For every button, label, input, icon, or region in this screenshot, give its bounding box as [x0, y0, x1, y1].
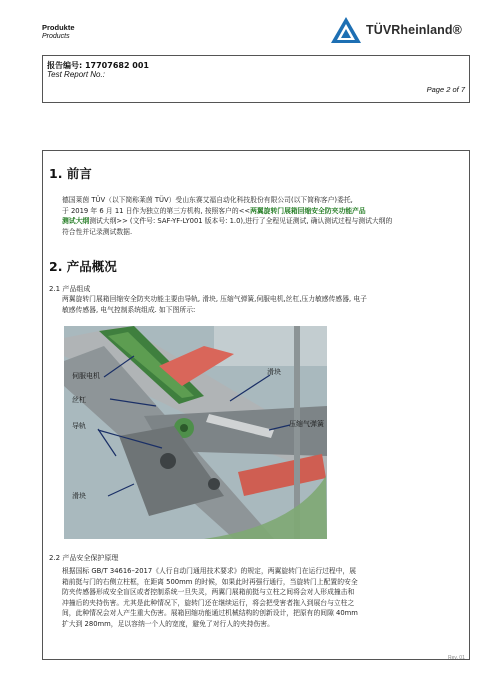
test-outline-title-a: 两翼旋转门展箱回缩安全防夹功能产品	[250, 206, 366, 215]
label-slider-top: 滑块	[267, 368, 281, 376]
section-2-2-body	[62, 566, 467, 630]
report-number-label-en: Test Report No.:	[47, 70, 105, 79]
section-2-2-title: 2.2 产品安全保护原理	[49, 554, 119, 562]
product-structure-photo	[64, 326, 327, 539]
s22-line-3: 防夹传感器形成安全盲区或者控制系统一旦失灵，两翼门展箱前挺与立柱之间将会对人形成撞击和	[62, 588, 355, 597]
produkte-label: Produkte	[42, 23, 75, 32]
label-servo-motor: 伺服电机	[72, 372, 100, 380]
s21-line-1: 两翼旋转门展箱回缩安全防夹功能主要由导轨, 滑块, 压缩气弹簧,伺服电机,丝杠,压力敏感传感器, 电子	[62, 295, 367, 303]
s1-line-1: 德国莱茵 TÜV（以下简称莱茵 TÜV）受山东赛艾福自动化科技股份有限公司(以下简称客户)委托,	[62, 196, 353, 204]
tuv-logo	[330, 16, 470, 46]
report-info-box	[42, 55, 470, 103]
s1-line-2: 于 2019 年 6 月 11 日作为独立的第三方机构, 按照客户的<<两翼旋转门展箱回缩安全防夹功能产品	[62, 206, 366, 215]
section-2-1-body	[62, 294, 467, 315]
report-number: 报告编号: 17707682 001	[47, 61, 149, 70]
section-1-title: 1. 前言	[49, 166, 92, 181]
s21-line-2: 敏感传感器, 电气控制系统组成. 如下图所示:	[62, 305, 196, 314]
products-label: Products	[42, 33, 70, 40]
s1-line-4: 符合性并记录测试数据.	[62, 227, 133, 236]
section-1-body	[62, 195, 467, 237]
tuv-triangle-icon	[330, 16, 362, 44]
section-2-1-title: 2.1 产品组成	[49, 285, 91, 293]
s1-line-3: 测试大纲测试大纲>> (文件号: SAF-YF-LY001 版本号: 1.0),进行了全程见证测试, 确认测试过程与测试大纲的	[62, 217, 393, 226]
report-content	[42, 150, 470, 660]
s22-line-6: 扩大到 280mm，足以容纳一个人的宽度，避免了对行人的夹持伤害。	[62, 619, 274, 628]
s22-line-4: 冲撞后的夹持伤害。尤其是此种情况下，旋转门还在继续运行，将会把受害者拖入到展台与立柱之	[62, 598, 355, 607]
label-guide-rail: 导轨	[72, 422, 86, 430]
s22-line-1: 根据国标 GB/T 34616–2017《人行自动门通用技术要求》的规定，两翼旋转门在运行过程中，展	[62, 567, 357, 575]
page-number: Page 2 of 7	[426, 85, 465, 94]
s22-line-2: 箱前挺与门的右侧立柱框，在距离 500mm 的时候，如果此时再强行通行，当旋转门上配置的安全	[62, 577, 358, 586]
label-slider-bottom: 滑块	[72, 492, 86, 500]
s22-line-5: 间，此种情况会对人产生重大伤害。展箱回缩功能通过机械结构的创新设计，把原有的间隙 40mm	[62, 609, 358, 618]
section-2-title: 2. 产品概况	[49, 259, 117, 274]
brand-name: TÜVRheinland®	[366, 23, 462, 37]
products-header	[42, 23, 75, 41]
revision-label: Rev. 01	[448, 655, 465, 661]
label-gas-spring: 压缩气弹簧	[289, 420, 324, 428]
test-outline-title-b: 测试大纲	[62, 217, 90, 226]
label-lead-screw: 丝杠	[72, 396, 86, 404]
